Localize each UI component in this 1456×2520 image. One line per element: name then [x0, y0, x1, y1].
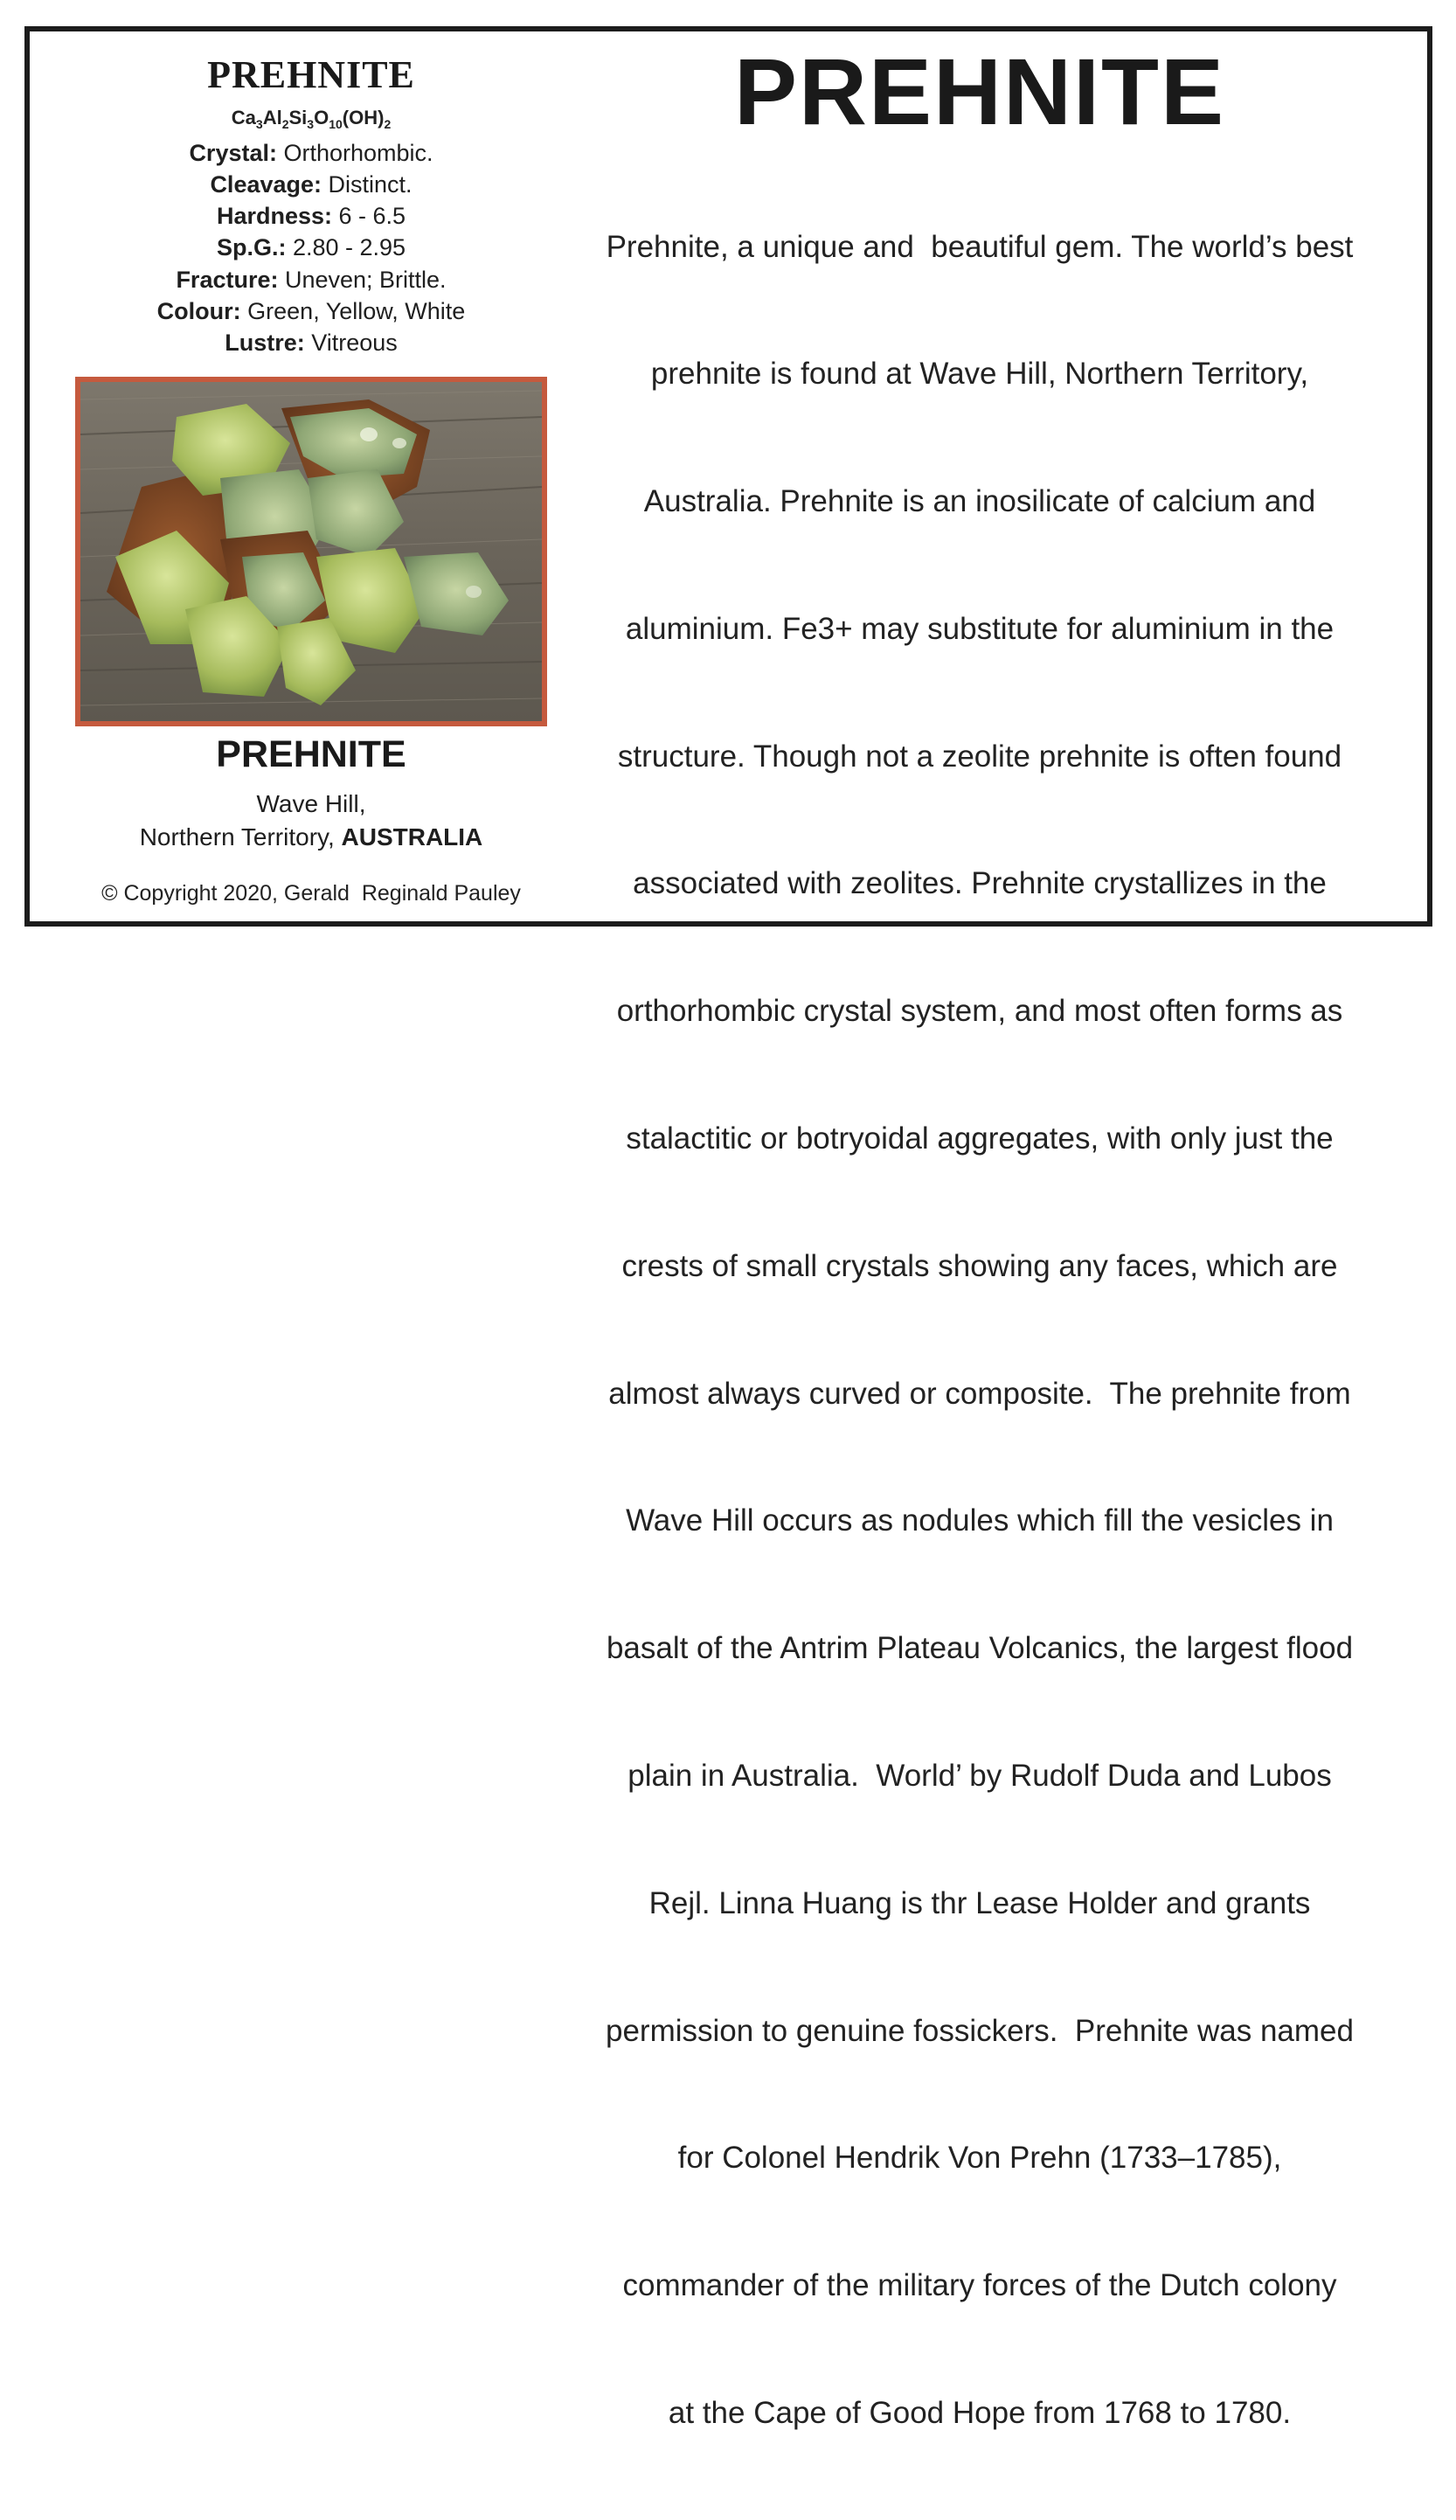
description-line: aluminium. Fe3+ may substitute for aluminium in the — [625, 611, 1335, 646]
location-line-1: Wave Hill, — [256, 790, 366, 817]
property-lustre — [49, 327, 573, 358]
property-value: 2.80 - 2.95 — [286, 234, 406, 261]
main-title: PREHNITE — [733, 38, 1226, 144]
copyright-notice: © Copyright 2020, Gerald Reginald Pauley — [101, 881, 521, 906]
property-value: Distinct. — [322, 171, 413, 198]
property-colour — [49, 295, 573, 327]
description-line: Prehnite, a unique and beautiful gem. The world’s best — [606, 229, 1354, 264]
description-line: stalactitic or botryoidal aggregates, with only just the — [626, 1121, 1334, 1156]
property-value: Vitreous — [304, 330, 398, 357]
description-line: associated with zeolites. Prehnite crystallizes in the — [633, 866, 1327, 901]
description-line: orthorhombic crystal system, and most often forms as — [616, 994, 1343, 1029]
description-line: almost always curved or composite. The prehnite from — [608, 1376, 1351, 1411]
description-line: permission to genuine fossickers. Prehnite was named — [606, 2013, 1354, 2048]
property-key: Fracture: — [176, 266, 279, 293]
formula-element: O — [314, 107, 329, 128]
specimen-photo — [75, 377, 547, 726]
formula-element: (OH) — [342, 107, 385, 128]
formula-subscript: 10 — [329, 117, 343, 131]
description-line: Rejl. Linna Huang is thr Lease Holder and grants — [648, 1885, 1311, 1920]
chemical-formula — [49, 107, 573, 132]
property-value: Green, Yellow, White — [240, 297, 466, 324]
property-fracture — [49, 264, 573, 295]
property-value: 6 - 6.5 — [332, 203, 406, 230]
formula-element: Ca — [231, 107, 256, 128]
description-line: prehnite is found at Wave Hill, Northern Territory, — [650, 357, 1309, 392]
formula-element: Al — [262, 107, 282, 128]
formula-subscript: 3 — [307, 117, 315, 131]
property-hardness — [49, 200, 573, 232]
specimen-sidebar — [49, 31, 573, 906]
property-key: Crystal: — [189, 139, 277, 166]
description-line: structure. Though not a zeolite prehnite is often found — [617, 739, 1342, 774]
specimen-title: PREHNITE — [216, 733, 406, 775]
sidebar-title: PREHNITE — [207, 53, 415, 96]
description-column — [538, 31, 1421, 2520]
property-crystal — [49, 137, 573, 169]
description-line: commander of the military forces of the Dutch colony — [622, 2268, 1337, 2303]
description-line: plain in Australia. World’ by Rudolf Duda and Lubos — [627, 1758, 1332, 1793]
location-region: Northern Territory, — [139, 823, 342, 850]
property-cleavage — [49, 169, 573, 200]
description-line: at the Cape of Good Hope from 1768 to 1780. — [668, 2395, 1292, 2430]
description-line: crests of small crystals showing any faces, which are — [621, 1248, 1338, 1283]
formula-subscript: 2 — [384, 117, 392, 131]
property-value: Orthorhombic. — [276, 139, 433, 166]
location-line-2 — [49, 823, 573, 851]
description-line: Wave Hill occurs as nodules which fill the vesicles in — [626, 1503, 1334, 1538]
property-key: Hardness: — [216, 203, 332, 230]
property-list — [49, 137, 573, 358]
property-specific-gravity — [49, 232, 573, 263]
description-line: for Colonel Hendrik Von Prehn (1733–1785), — [677, 2141, 1282, 2176]
property-key: Colour: — [156, 297, 241, 324]
specimen-card — [24, 26, 1432, 2430]
description-line: Australia. Prehnite is an inosilicate of calcium and — [643, 484, 1316, 519]
property-key: Lustre: — [225, 330, 305, 357]
formula-element: Si — [288, 107, 308, 128]
location-country: AUSTRALIA — [341, 823, 483, 850]
property-value: Uneven; Brittle. — [278, 266, 447, 293]
formula-subscript: 3 — [255, 117, 263, 131]
description-line: basalt of the Antrim Plateau Volcanics, the largest flood — [606, 1631, 1354, 1666]
prehnite-nodules-image — [80, 382, 542, 721]
property-key: Sp.G.: — [216, 234, 287, 261]
description-text — [538, 141, 1421, 2519]
formula-subscript: 2 — [281, 117, 289, 131]
property-key: Cleavage: — [210, 171, 322, 198]
